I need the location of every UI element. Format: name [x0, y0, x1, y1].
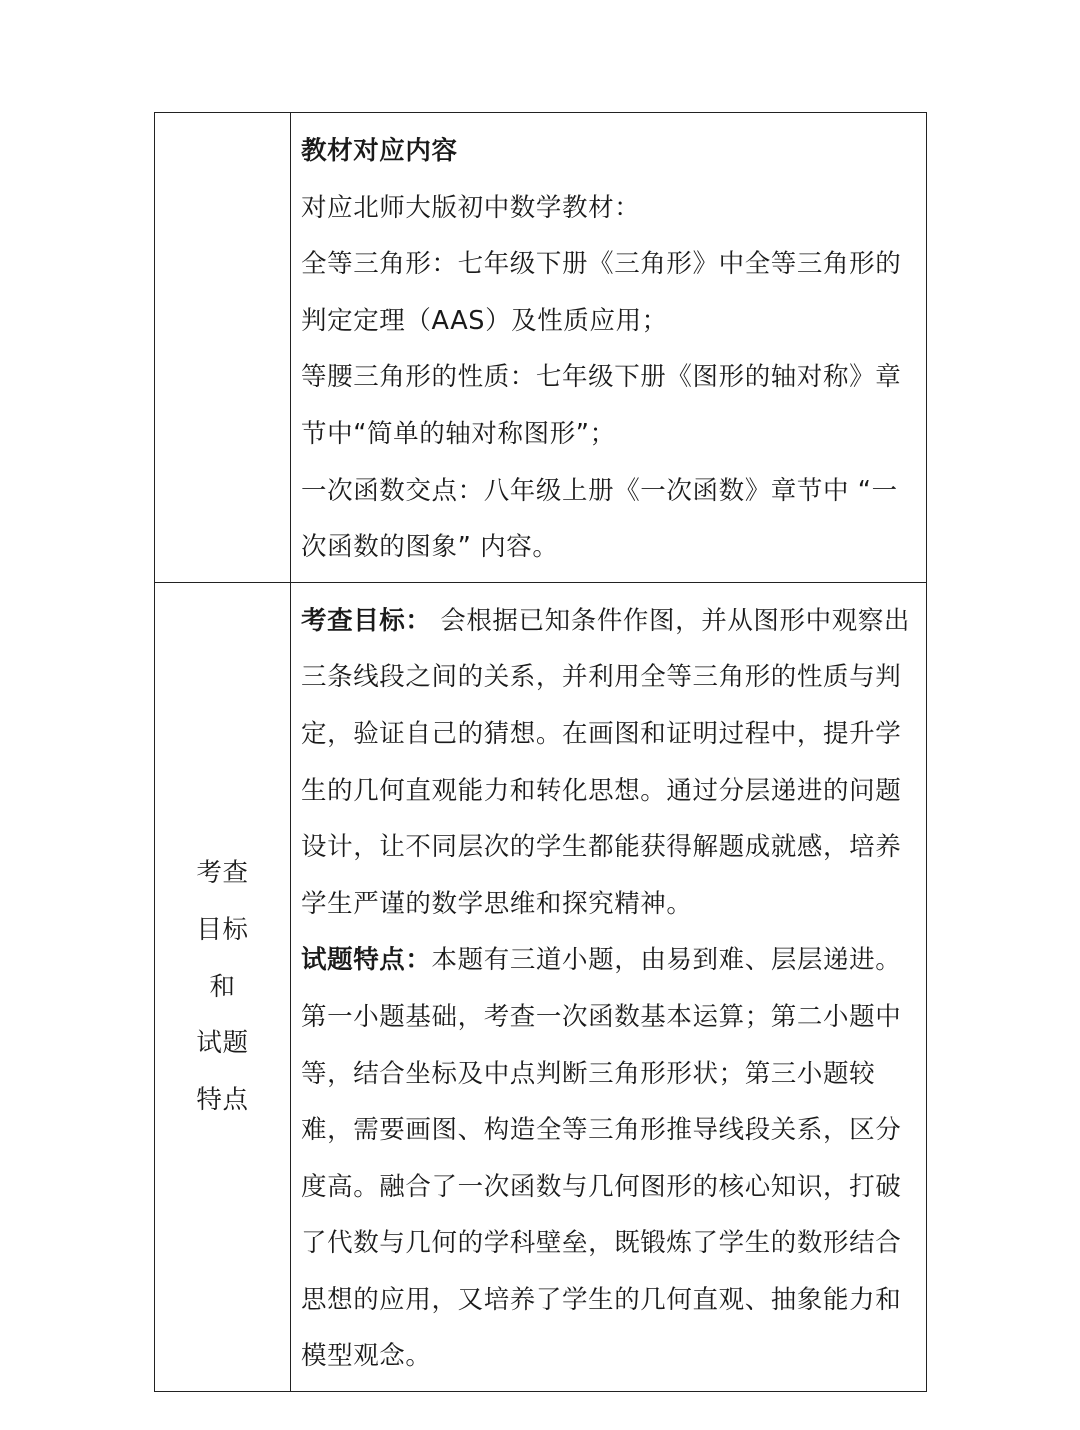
row-label-line: 目标 — [196, 915, 249, 946]
section-heading: 教材对应内容 — [301, 136, 458, 166]
textbook-content-cell — [291, 113, 927, 583]
row-label-line: 特点 — [196, 1084, 249, 1115]
row-label-goals — [155, 582, 291, 1391]
row-label-empty — [155, 113, 291, 583]
row-label-line: 和 — [209, 971, 236, 1002]
content-table — [154, 112, 927, 1392]
feature-paragraph — [301, 932, 918, 1385]
feature-text: 本题有三道小题，由易到难、层层递进。第一小题基础，考查一次函数基本运算；第二小题中等，结合坐标及中点判断三角形形状；第三小题较难，需要画图、构造全等三角形推导线段关系，区分度高。融合了一次函数与几何图形的核心知识，打破了代数与几何的学科壁垒，既锻炼了学生的数形结合思想的应用，又培养了学生的几何直观、抽象能力和模型观念。 — [301, 945, 902, 1372]
textbook-line: 全等三角形：七年级下册《三角形》中全等三角形的判定定理（AAS）及性质应用； — [301, 249, 902, 336]
goal-text: 会根据已知条件作图，并从图形中观察出三条线段之间的关系，并利用全等三角形的性质与判定，验证自己的猜想。在画图和证明过程中，提升学生的几何直观能力和转化思想。通过分层递进的问题设计，让不同层次的学生都能获得解题成就感，培养学生严谨的数学思维和探究精神。 — [301, 605, 911, 919]
row-label-line: 考查 — [196, 858, 249, 889]
table-row-goals — [155, 582, 927, 1391]
textbook-line: 等腰三角形的性质：七年级下册《图形的轴对称》章节中“简单的轴对称图形”； — [301, 362, 902, 449]
textbook-line: 对应北师大版初中数学教材： — [301, 192, 641, 223]
textbook-line: 一次函数交点：八年级上册《一次函数》章节中 “一次函数的图象” 内容。 — [301, 475, 898, 563]
row-label-line: 试题 — [196, 1028, 249, 1059]
goal-paragraph — [301, 593, 918, 933]
feature-label: 试题特点： — [301, 945, 432, 976]
row-label-stack — [155, 845, 290, 1128]
goal-label: 考查目标： — [301, 605, 432, 636]
table-row-textbook — [155, 113, 927, 583]
goals-content-cell — [291, 582, 927, 1391]
